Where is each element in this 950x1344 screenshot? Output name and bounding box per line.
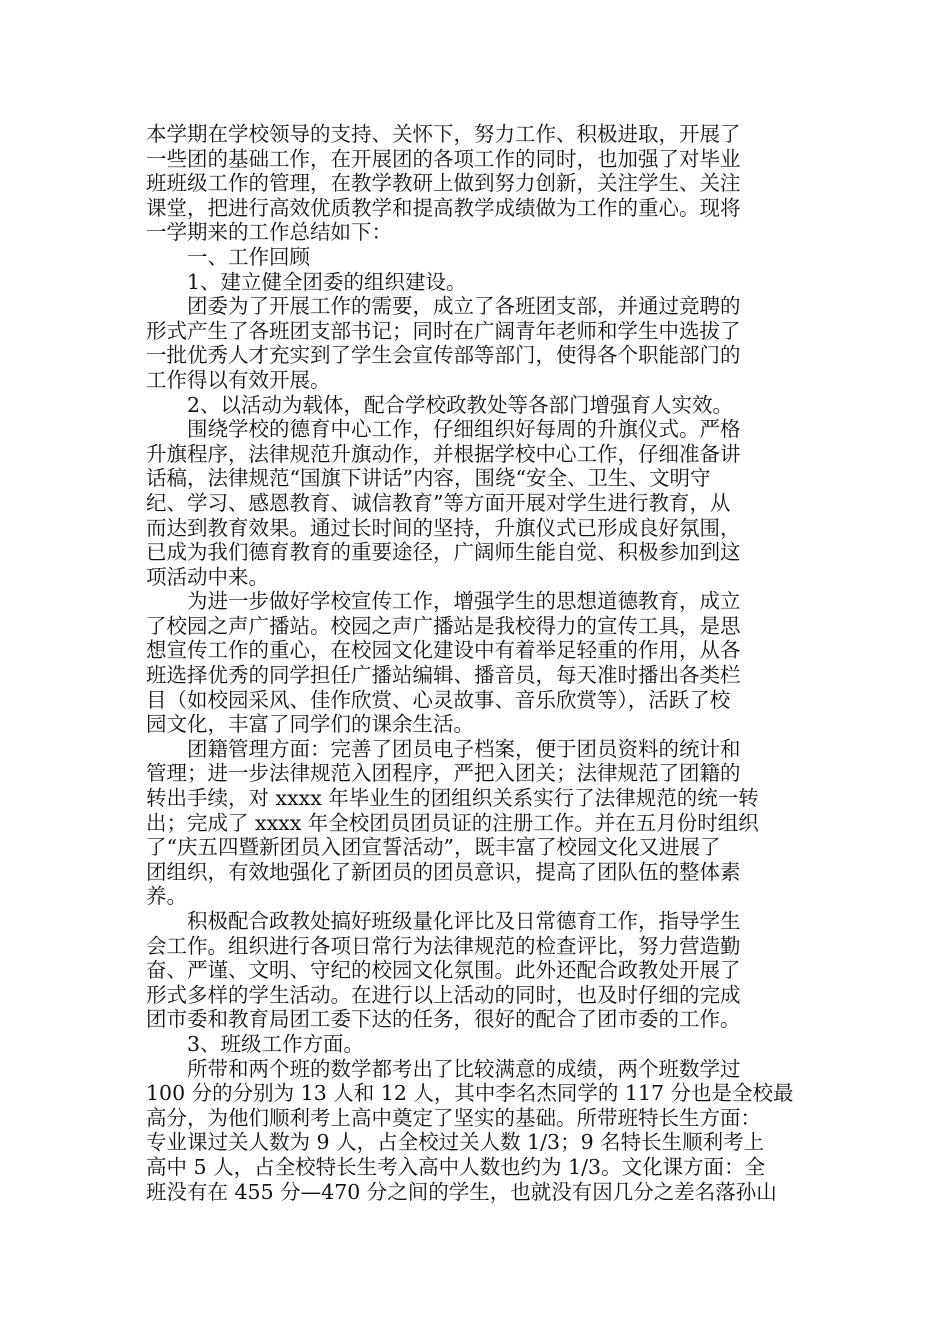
text-line: 100 分的分别为 13 人和 12 人，其中李名杰同学的 117 分也是全校最 bbox=[146, 1081, 794, 1106]
text-line: 养。 bbox=[146, 884, 187, 909]
text-line: 形式多样的学生活动。在进行以上活动的同时，也及时仔细的完成 bbox=[146, 982, 741, 1007]
text-line: 班选择优秀的同学担任广播站编辑、播音员，每天准时播出各类栏 bbox=[146, 663, 741, 688]
subsection-heading: 3、班级工作方面。 bbox=[146, 1031, 365, 1056]
text-line: 项活动中来。 bbox=[146, 564, 269, 589]
text-line: 一些团的基础工作，在开展团的各项工作的同时，也加强了对毕业 bbox=[146, 146, 741, 171]
text-line: 课堂，把进行高效优质教学和提高教学成绩做为工作的重心。现将 bbox=[146, 195, 741, 220]
text-line: 积极配合政教处搞好班级量化评比及日常德育工作，指导学生 bbox=[146, 909, 741, 933]
text-line: 纪、学习、感恩教育、诚信教育”等方面开展对学生进行教育，从 bbox=[146, 490, 731, 515]
text-line: 奋、严谨、文明、守纪的校园文化氛围。此外还配合政教处开展了 bbox=[146, 958, 741, 983]
text-line: 已成为我们德育教育的重要途径，广阔师生能自觉、积极参加到这 bbox=[146, 540, 741, 565]
text-line: 目（如校园采风、佳作欣赏、心灵故事、音乐欣赏等），活跃了校 bbox=[146, 687, 731, 712]
text-line: 一学期来的工作总结如下： bbox=[146, 220, 392, 245]
text-line: 园文化，丰富了同学们的课余生活。 bbox=[146, 712, 474, 737]
text-line: 升旗程序，法律规范升旗动作，并根据学校中心工作，仔细准备讲 bbox=[146, 441, 741, 466]
text-line: 团市委和教育局团工委下达的任务，很好的配合了团市委的工作。 bbox=[146, 1007, 741, 1032]
text-line: 形式产生了各班团支部书记；同时在广阔青年老师和学生中选拔了 bbox=[146, 318, 741, 343]
text-line: 本学期在学校领导的支持、关怀下，努力工作、积极进取，开展了 bbox=[146, 122, 741, 146]
text-line: 为进一步做好学校宣传工作，增强学生的思想道德教育，成立 bbox=[146, 589, 741, 614]
text-line: 工作得以有效开展。 bbox=[146, 367, 331, 392]
text-line: 想宣传工作的重心，在校园文化建设中有着举足轻重的作用，从各 bbox=[146, 638, 741, 663]
text-line: 班没有在 455 分—470 分之间的学生，也就没有因几分之差名落孙山 bbox=[146, 1179, 777, 1204]
subsection-heading: 1、建立健全团委的组织建设。 bbox=[146, 269, 467, 294]
text-line: 而达到教育效果。通过长时间的坚持，升旗仪式已形成良好氛围， bbox=[146, 515, 741, 540]
text-line: 高分，为他们顺利考上高中奠定了坚实的基础。所带班特长生方面： bbox=[146, 1105, 761, 1130]
text-line: 转出手续，对 xxxx 年毕业生的团组织关系实行了法律规范的统一转 bbox=[146, 786, 759, 811]
text-line: 了校园之声广播站。校园之声广播站是我校得力的宣传工具，是思 bbox=[146, 613, 741, 638]
subsection-heading: 2、以活动为载体，配合学校政教处等各部门增强育人实效。 bbox=[146, 392, 734, 417]
text-line: 会工作。组织进行各项日常行为法律规范的检查评比，努力营造勤 bbox=[146, 933, 741, 958]
text-line: 出；完成了 xxxx 年全校团员团员证的注册工作。并在五月份时组织 bbox=[146, 810, 759, 835]
text-line: 专业课过关人数为 9 人，占全校过关人数 1/3；9 名特长生顺利考上 bbox=[146, 1130, 765, 1155]
text-line: 团籍管理方面：完善了团员电子档案，便于团员资料的统计和 bbox=[146, 736, 741, 761]
text-line: 团组织，有效地强化了新团员的团员意识，提高了团队伍的整体素 bbox=[146, 859, 741, 884]
text-line: 一批优秀人才充实到了学生会宣传部等部门，使得各个职能部门的 bbox=[146, 343, 741, 368]
text-line: 话稿，法律规范“国旗下讲话”内容，围绕“安全、卫生、文明守 bbox=[146, 466, 711, 491]
text-line: 高中 5 人，占全校特长生考入高中人数也约为 1/3。文化课方面：全 bbox=[146, 1154, 766, 1179]
text-line: 了“庆五四暨新团员入团宣誓活动”，既丰富了校园文化又进展了 bbox=[146, 835, 721, 860]
text-line: 围绕学校的德育中心工作，仔细组织好每周的升旗仪式。严格 bbox=[146, 417, 741, 442]
text-line: 所带和两个班的数学都考出了比较满意的成绩，两个班数学过 bbox=[146, 1056, 741, 1081]
document-body bbox=[146, 122, 814, 1204]
text-line: 班班级工作的管理，在教学教研上做到努力创新，关注学生、关注 bbox=[146, 171, 741, 196]
section-heading: 一、工作回顾 bbox=[146, 244, 310, 269]
text-line: 管理；进一步法律规范入团程序，严把入团关；法律规范了团籍的 bbox=[146, 761, 741, 786]
text-line: 团委为了开展工作的需要，成立了各班团支部，并通过竞聘的 bbox=[146, 294, 741, 319]
